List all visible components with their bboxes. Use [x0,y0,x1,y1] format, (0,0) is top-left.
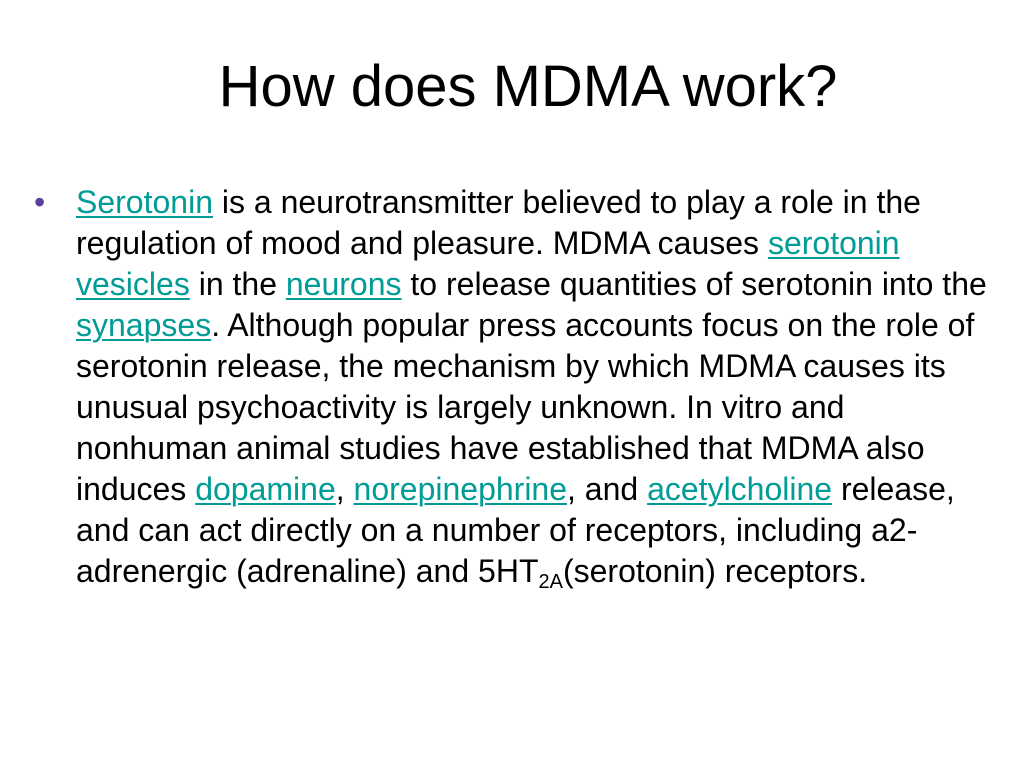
text-segment: is a neurotransmitter believed to play a role in the regulation of mood and pleasure. MDMA causes [76,184,921,261]
link-neurons[interactable]: neurons [285,266,402,302]
text-segment: release, and can act directly on a number of receptors, including a2-adrenergic (adrenaline) and 5HT [76,471,955,589]
link-serotonin-2[interactable]: serotonin [767,225,900,261]
text-segment: . Although popular press accounts focus on the role of serotonin release, the mechanism by which MDMA causes its unusual psychoactivity is largely unknown. In vitro and nonhuman animal studies have established that MDMA also induces [76,307,975,507]
subscript-2a: 2A [538,571,563,593]
text-segment: in the [189,266,286,302]
text-segment: , [335,471,354,507]
link-synapses[interactable]: synapses [76,307,212,343]
link-dopamine[interactable]: dopamine [195,471,336,507]
slide-content [34,182,994,592]
text-segment: , and [567,471,648,507]
link-vesicles[interactable]: vesicles [76,266,190,302]
text-segment: (serotonin) receptors. [562,553,868,589]
link-serotonin[interactable]: Serotonin [76,184,213,220]
bullet-icon: • [34,184,46,220]
link-acetylcholine[interactable]: acetylcholine [647,471,833,507]
bullet-text [76,184,987,593]
slide-title: How does MDMA work? [218,54,838,119]
text-segment: to release quantities of serotonin into the [401,266,987,302]
bullet-item [34,182,994,592]
link-norepinephrine[interactable]: norepinephrine [353,471,568,507]
